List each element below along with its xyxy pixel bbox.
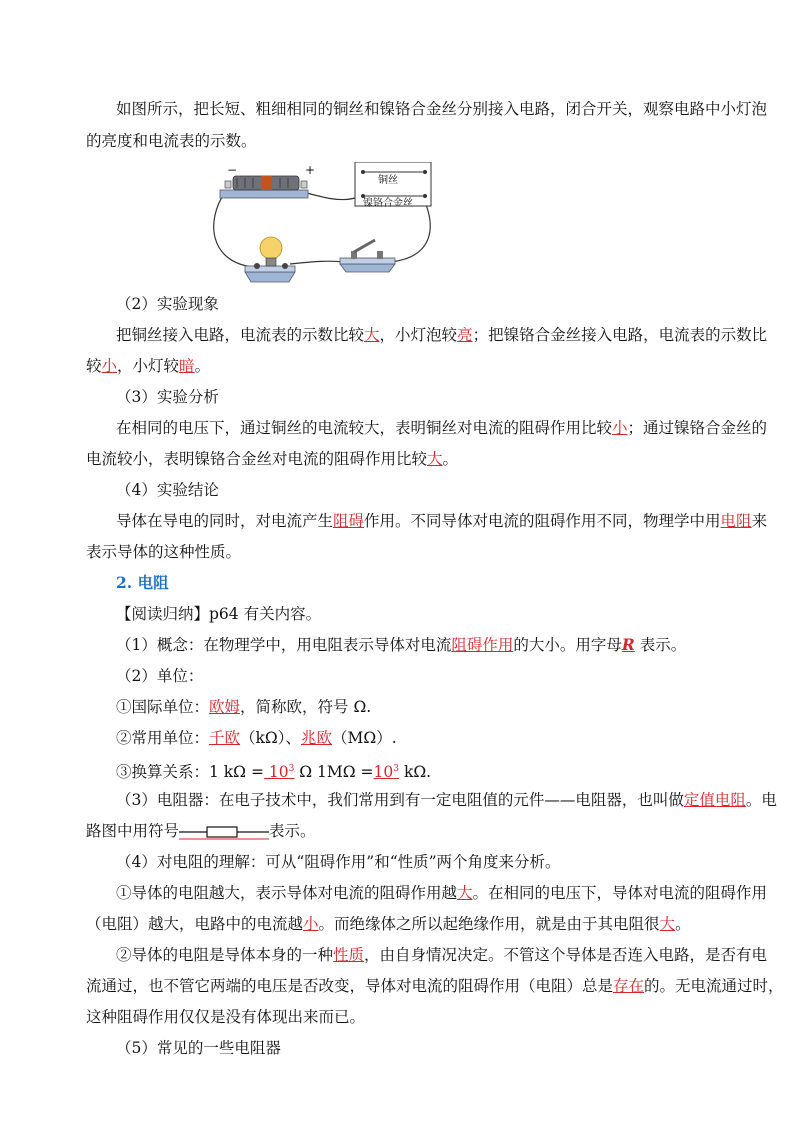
common-unit-line: ②常用单位：千欧（kΩ）、兆欧（MΩ）. xyxy=(116,729,397,747)
concept-line: （1）概念：在物理学中，用电阻表示导体对电流阻碍作用的大小。用字母R 表示。 xyxy=(116,635,687,654)
nichrome-wire-label: 镍铬合金丝 xyxy=(363,198,413,209)
s3-line-1: 在相同的电压下，通过铜丝的电流较大，表明铜丝对电流的阻碍作用比较小；通过镍铬合金丝的 xyxy=(116,419,768,437)
intro-line-2: 的亮度和电流表的示数。 xyxy=(86,132,257,150)
s2-line-2: 较小，小灯较暗。 xyxy=(86,357,211,375)
copper-wire-label: 铜丝 xyxy=(378,175,398,186)
s2-title: （2）实验现象 xyxy=(116,295,219,313)
understand-p1-line-2: （电阻）越大，电路中的电流越小。而绝缘体之所以起绝缘作用，就是由于其电阻很大。 xyxy=(86,915,691,933)
s3-title: （3）实验分析 xyxy=(116,388,219,406)
s4-line-2: 表示导体的这种性质。 xyxy=(86,543,242,561)
resistor-line-2: 路图中用符号 表示。 xyxy=(86,822,316,840)
s3-line-2: 电流较小，表明镍铬合金丝对电流的阻碍作用比较大。 xyxy=(86,450,459,468)
understand-p1-line-1: ①导体的电阻越大，表示导体对电流的阻碍作用越大。在相同的电压下，导体对电流的阻碍作用 xyxy=(116,884,768,902)
s5-title: （5）常见的一些电阻器 xyxy=(116,1039,281,1057)
understand-p2-line-1: ②导体的电阻是导体本身的一种性质，由自身情况决定。不管这个导体是否连入电路，是否有电 xyxy=(116,946,768,964)
understand-p2-line-3: 这种阻碍作用仅仅是没有体现出来而已。 xyxy=(86,1008,366,1026)
understand-title: （4）对电阻的理解：可从“阻碍作用”和“性质”两个角度来分析。 xyxy=(116,853,561,871)
s2-line-1: 把铜丝接入电路，电流表的示数比较大，小灯泡较亮；把镍铬合金丝接入电路，电流表的示数比 xyxy=(116,326,768,344)
s4-line-1: 导体在导电的同时，对电流产生阻碍作用。不同导体对电流的阻碍作用不同，物理学中用电阻来 xyxy=(116,512,768,530)
plus-label: + xyxy=(305,163,316,177)
unit-title: （2）单位： xyxy=(116,667,204,685)
meter-component xyxy=(220,176,308,198)
si-unit-line: ①国际单位：欧姆，简称欧，符号 Ω. xyxy=(116,698,372,716)
reading-note: 【阅读归纳】p64 有关内容。 xyxy=(116,605,322,623)
s4-title: （4）实验结论 xyxy=(116,481,219,499)
resistor-line-1: （3）电阻器：在电子技术中，我们常用到有一定电阻值的元件——电阻器，也叫做定值电阻。电 xyxy=(116,791,777,809)
resistor-symbol-icon xyxy=(179,824,269,840)
switch-icon xyxy=(340,240,395,272)
intro-line-1: 如图所示，把长短、粗细相同的铜丝和镍铬合金丝分别接入电路，闭合开关，观察电路中小灯泡 xyxy=(116,100,768,118)
circuit-figure xyxy=(205,162,445,294)
minus-label: − xyxy=(227,163,238,177)
conversion-line: ③换算关系：1 $k\Omega = 10^3$ Ω $1M\Omega =10^3$ kΩ. xyxy=(116,763,432,782)
section-heading-resistance: 2. 电阻 xyxy=(116,573,169,592)
understand-p2-line-2: 流通过，也不管它两端的电压是否改变，导体对电流的阻碍作用（电阻）总是存在的。无电流通过时， xyxy=(86,977,784,995)
bulb-icon xyxy=(245,237,295,282)
